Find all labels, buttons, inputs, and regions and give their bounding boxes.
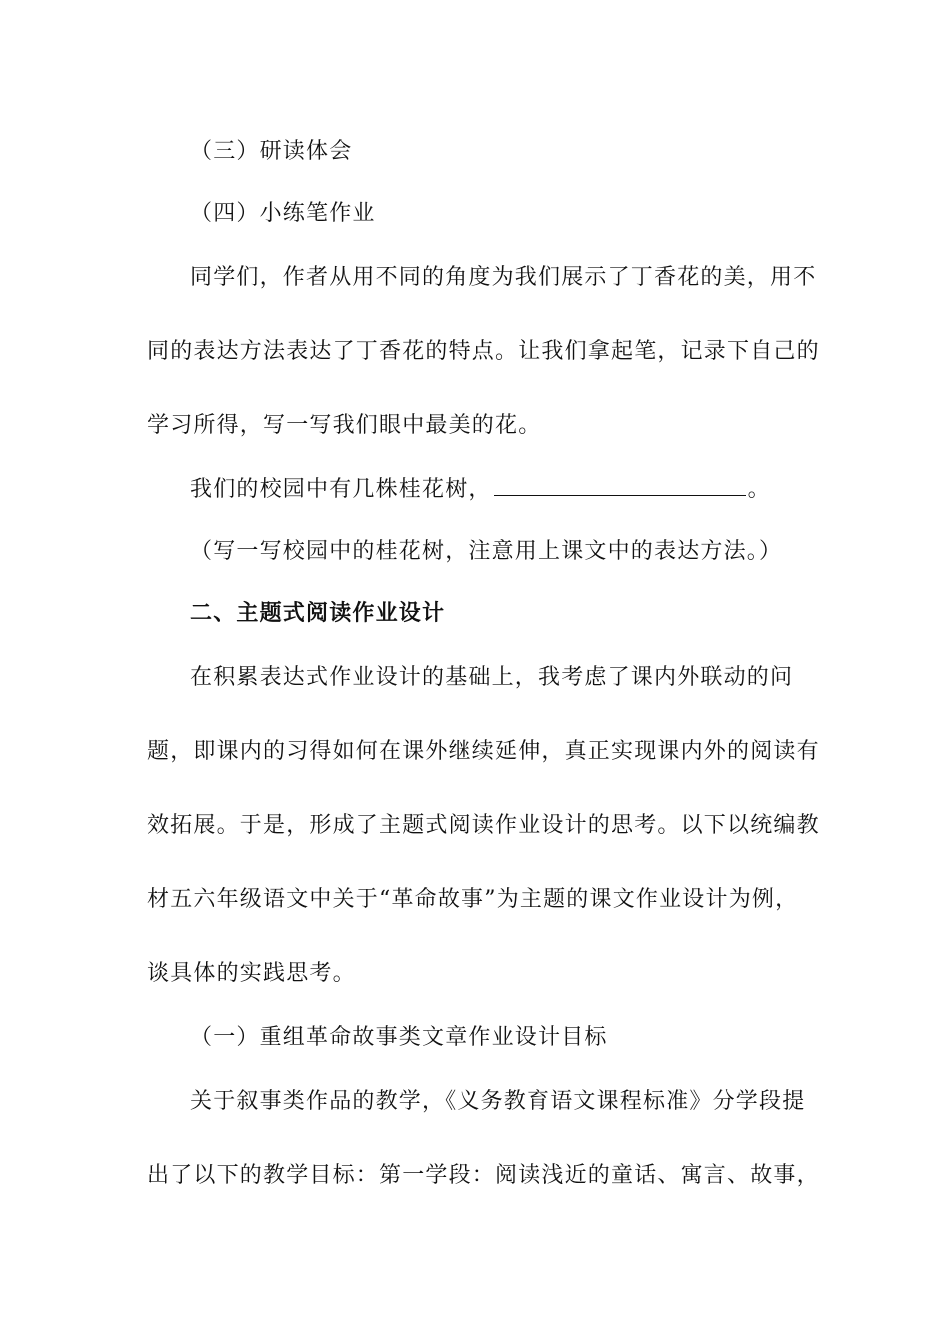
paragraph-line: 同学们，作者从用不同的角度为我们展示了丁香花的美，用不 [190, 265, 817, 290]
section-heading-4: （四）小练笔作业 [190, 201, 376, 226]
paragraph-line: 关于叙事类作品的教学，《义务教育语文课程标准》分学段提 [190, 1089, 806, 1114]
section-heading-2: 二、主题式阅读作业设计 [190, 601, 446, 626]
paragraph-line: 题，即课内的习得如何在课外继续延伸，真正实现课内外的阅读有 [147, 739, 820, 764]
paragraph-line: 同的表达方法表达了丁香花的特点。让我们拿起笔，记录下自己的 [147, 339, 820, 364]
paragraph-line: 在积累表达式作业设计的基础上，我考虑了课内外联动的问 [190, 665, 794, 690]
fill-note: （写一写校园中的桂花树，注意用上课文中的表达方法。） [190, 539, 783, 564]
paragraph-line: 效拓展。于是，形成了主题式阅读作业设计的思考。以下以统编教 [147, 813, 820, 838]
subsection-heading-1: （一）重组革命故事类文章作业设计目标 [190, 1025, 608, 1050]
fill-prefix: 我们的校园中有几株桂花树， [190, 477, 492, 502]
paragraph-line: 学习所得，写一写我们眼中最美的花。 [147, 413, 542, 438]
paragraph-line: 材五六年级语文中关于“革命故事”为主题的课文作业设计为例， [147, 887, 799, 912]
fill-blank-line [494, 475, 746, 496]
fill-in-sentence [190, 475, 771, 505]
paragraph-line: 谈具体的实践思考。 [147, 961, 356, 986]
section-heading-3: （三）研读体会 [190, 139, 353, 164]
paragraph-line: 出了以下的教学目标：第一学段：阅读浅近的童话、寓言、故事， [147, 1163, 820, 1188]
fill-suffix: 。 [747, 477, 771, 502]
